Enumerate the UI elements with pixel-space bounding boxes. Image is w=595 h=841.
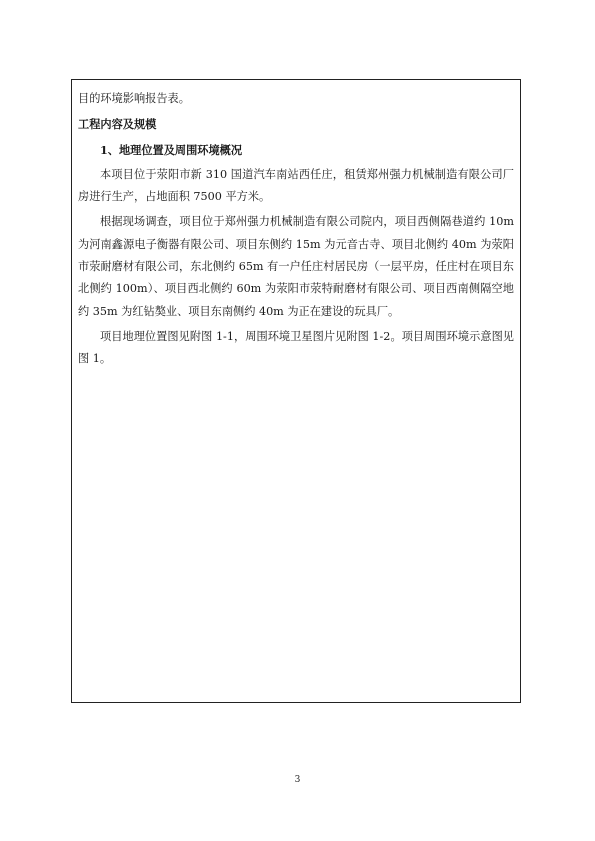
paragraph-location: 本项目位于荥阳市新 310 国道汽车南站西任庄，租赁郑州强力机械制造有限公司厂房进行生产，占地面积 7500 平方米。 xyxy=(78,167,514,204)
paragraph-surroundings: 根据现场调查，项目位于郑州强力机械制造有限公司院内，项目西侧隔巷道约 10m 为河南鑫源电子衡器有限公司、项目东侧约 15m 为元音古寺、项目北侧约 40m 为荥阳市荥耐磨材有限公司，东北侧约 65m 有一户任庄村居民房（一层平房，任庄村在项目东北侧约 100m）、项目西北侧约 60m 为荥阳市荥特耐磨材有限公司、项目西南侧隔空地约 35m 为红钻獒业、项目东南侧约 40m 为正在建设的玩具厂。 xyxy=(78,215,514,318)
report-form-frame xyxy=(71,79,521,703)
continued-text: 目的环境影响报告表。 xyxy=(78,92,190,105)
paragraph-figures: 项目地理位置图见附图 1-1，周围环境卫星图片见附图 1-2。项目周围环境示意图见图 1。 xyxy=(78,329,514,366)
section-heading: 工程内容及规模 xyxy=(78,117,157,132)
page-number: 3 xyxy=(294,775,301,785)
subsection-heading: 1、地理位置及周围环境概况 xyxy=(100,142,243,157)
document-content xyxy=(78,88,514,374)
